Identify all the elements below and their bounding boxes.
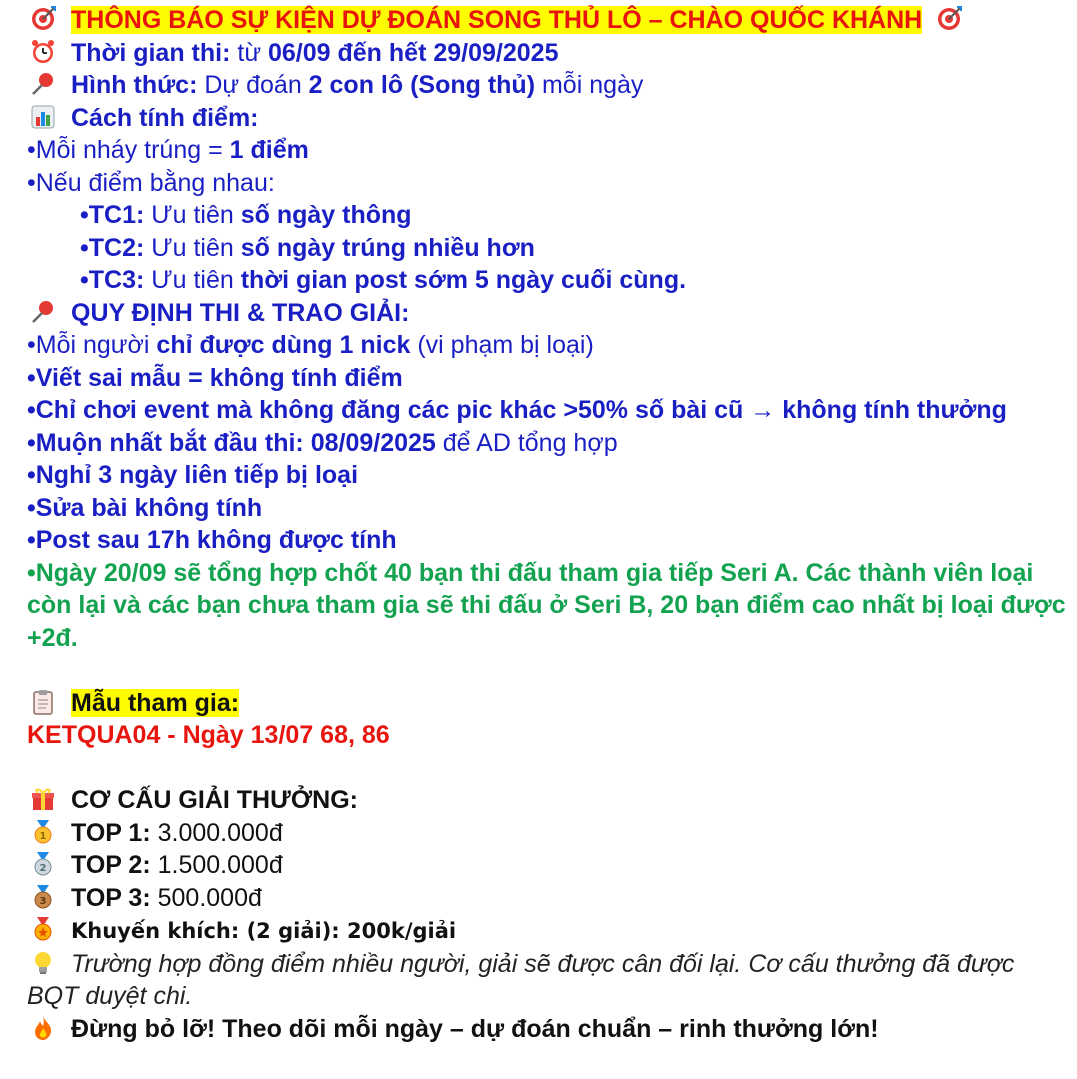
rule-item: •Sửa bài không tính (27, 493, 263, 522)
rules-heading-line (27, 297, 1067, 330)
prizes-heading: CƠ CẤU GIẢI THƯỞNG: (71, 786, 358, 814)
consolation-text: Khuyến khích: (2 giải): 200k/giải (71, 919, 457, 943)
spacer (27, 654, 1067, 687)
note-line (27, 948, 1067, 1013)
rule-bold: chỉ được dùng 1 nick (156, 331, 411, 359)
criteria-code: •TC2: (80, 233, 145, 262)
light-bulb-icon (27, 950, 59, 976)
scoring-hit-text: •Mỗi nháy trúng = (27, 136, 230, 164)
note-text: Trường hợp đồng điểm nhiều người, giải sẽ được cân đối lại. Cơ cấu thưởng đã được BQT duyệt chi. (27, 949, 1015, 1010)
prize-value: 1.500.000đ (150, 851, 283, 879)
format-label: Hình thức: (71, 71, 198, 99)
format-bold: 2 con lô (Song thủ) (308, 71, 536, 99)
consolation-line (27, 914, 1067, 948)
target-icon (27, 6, 59, 32)
template-heading-line (27, 687, 1067, 720)
prize-item (27, 882, 1067, 915)
title-line (27, 4, 1067, 37)
rule-item: •Chỉ chơi event mà không đăng các pic khác >50% số bài cũ → không tính thưởng (27, 396, 1007, 424)
silver-medal-icon (27, 851, 59, 877)
time-label: Thời gian thi: (71, 38, 231, 67)
criteria-pre: Ưu tiên (144, 233, 241, 262)
rule-item: •Post sau 17h không được tính (27, 526, 397, 554)
criteria-pre: Ưu tiên (144, 266, 241, 294)
rule-pre: •Mỗi người (27, 331, 157, 359)
criteria-code: •TC3: (80, 266, 145, 294)
criteria-item (27, 264, 1067, 297)
template-heading: Mẫu tham gia: (71, 688, 240, 717)
footer-line (27, 1013, 1067, 1046)
format-pre: Dự đoán (197, 71, 309, 99)
criteria-bold: thời gian post sớm 5 ngày cuối cùng. (240, 266, 687, 294)
bronze-medal-icon (27, 884, 59, 910)
page-title: THÔNG BÁO SỰ KIỆN DỰ ĐOÁN SONG THỦ LÔ – CHÀO QUỐC KHÁNH (71, 6, 923, 34)
footer-text: Đừng bỏ lỡ! Theo dõi mỗi ngày – dự đoán chuẩn – rinh thưởng lớn! (71, 1014, 879, 1043)
criteria-bold: số ngày trúng nhiều hơn (240, 233, 535, 262)
scoring-tie-line: •Nếu điểm bằng nhau: (27, 168, 275, 197)
gift-icon (27, 786, 59, 812)
pushpin-icon (27, 71, 59, 97)
scoring-heading: Cách tính điểm: (71, 103, 259, 132)
scoring-hit-line (27, 134, 1067, 167)
sports-medal-icon (27, 916, 59, 942)
criteria-bold: số ngày thông (240, 201, 412, 229)
rule-item: •Viết sai mẫu = không tính điểm (27, 363, 403, 392)
prize-item (27, 849, 1067, 882)
pushpin-icon (27, 299, 59, 325)
template-example: KETQUA04 - Ngày 13/07 68, 86 (27, 721, 390, 749)
criteria-pre: Ưu tiên (144, 201, 241, 229)
prize-label: TOP 2: (71, 851, 151, 879)
prize-item (27, 817, 1067, 850)
rule-post: (vi phạm bị loại) (410, 331, 594, 359)
bar-chart-icon (27, 104, 59, 130)
prize-value: 500.000đ (150, 883, 262, 912)
gold-medal-icon (27, 819, 59, 845)
time-prefix: từ (230, 38, 268, 67)
alarm-clock-icon (27, 39, 59, 65)
prize-value: 3.000.000đ (150, 818, 283, 847)
rules-heading: QUY ĐỊNH THI & TRAO GIẢI: (71, 298, 410, 327)
format-line (27, 69, 1067, 102)
format-post: mỗi ngày (535, 71, 644, 99)
criteria-code: •TC1: (80, 201, 145, 229)
rule-item: •Nghỉ 3 ngày liên tiếp bị loại (27, 461, 359, 489)
rule-item (27, 329, 1067, 362)
rule-post: để AD tổng hợp (435, 428, 618, 457)
prizes-heading-line (27, 784, 1067, 817)
svg-text:3: 3 (39, 895, 47, 907)
prize-label: TOP 3: (71, 883, 151, 912)
spacer (27, 752, 1067, 785)
scoring-heading-line (27, 102, 1067, 135)
fire-icon (27, 1015, 59, 1041)
svg-text:2: 2 (39, 863, 47, 874)
scoring-hit-bold: 1 điểm (229, 136, 309, 164)
rule-item (27, 427, 1067, 460)
time-line (27, 37, 1067, 70)
rule-item: •Ngày 20/09 sẽ tổng hợp chốt 40 bạn thi đấu tham gia tiếp Seri A. Các thành viên loại còn lại và các bạn chưa tham gia sẽ thi đấu ở Seri B, 20 bạn điểm cao nhất bị loại được +2đ. (27, 558, 1066, 652)
rule-bold: •Muộn nhất bắt đầu thi: 08/09/2025 (27, 428, 436, 457)
svg-text:1: 1 (39, 830, 47, 842)
clipboard-icon (27, 689, 59, 715)
criteria-item (27, 232, 1067, 265)
prize-label: TOP 1: (71, 818, 151, 847)
time-value: 06/09 đến hết 29/09/2025 (268, 38, 559, 67)
criteria-item (27, 199, 1067, 232)
target-icon (933, 6, 965, 32)
